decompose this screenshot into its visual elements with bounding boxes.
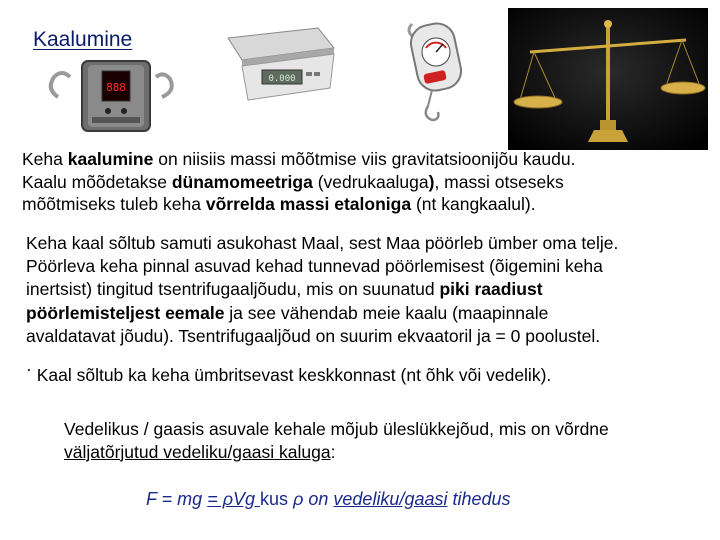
paragraph-line: inertsist) tingitud tsentrifugaaljõudu, mis on suunatud piki raadiust [26,279,543,300]
electronic-bench-scale-image [218,18,336,103]
term-fluid-gas: vedeliku/gaasi [163,441,275,462]
digital-crane-scale-image [30,55,185,135]
term-fluid-gas-density: vedeliku/gaasi [333,489,448,509]
paragraph-line: Keha kaalumine on niisiis massi mõõtmise viis gravitatsioonijõu kaudu. [22,149,576,169]
paragraph-line: pöörlemisteljest eemale ja see vähendab meie kaalu (maapinnale [26,302,549,323]
paragraph-line: Kaalu mõõdetakse dünamomeetriga (vedrukaaluga), massi otseseks [22,171,564,192]
rotation-paragraph [26,232,618,348]
brass-balance-scale-image [508,8,708,150]
bullet: · [26,359,32,379]
spring-balance-image [398,18,462,128]
term-away-from-axis: pöörlemisteljest eemale [26,302,225,323]
buoyancy-formula: F = mg = ρVg kus ρ on vedeliku/gaasi tihedus [146,489,511,509]
term-dynamometer: dünamomeetriga [171,171,313,192]
weighing-paragraph [22,148,575,216]
paragraph-line: Vedelikus / gaasis asuvale kehale mõjub üleslükkejõud, mis on võrdne [64,419,609,439]
page-title: Kaalumine [33,28,133,51]
term-kaalumine: kaalumine [67,149,154,169]
paragraph-line: avaldatavat jõudu). Tsentrifugaaljõud on suurim ekvaatoril ja = 0 poolustel. [26,325,601,346]
paragraph-line: Keha kaal sõltub samuti asukohast Maal, sest Maa pöörleb ümber oma telje. [26,233,619,253]
term-along-radius: piki raadiust [439,279,543,300]
scale-display-readout: 888 [106,81,126,94]
bench-scale-display: 0.000 [268,74,296,84]
term-compare-mass-standard: võrrelda massi etaloniga [205,194,412,214]
environment-paragraph: · Kaal sõltub ka keha ümbritsevast keskkonnast (nt õhk või vedelik). [26,359,552,385]
paragraph-line: mõõtmiseks tuleb keha võrrelda massi etaloniga (nt kangkaalul). [22,194,536,214]
buoyancy-paragraph [64,418,609,463]
paragraph-line: Pöörleva keha pinnal asuvad kehad tunnevad pöörlemisest (õigemini keha [26,256,603,277]
paragraph-line: väljatõrjutud vedeliku/gaasi kaluga: [64,441,336,462]
